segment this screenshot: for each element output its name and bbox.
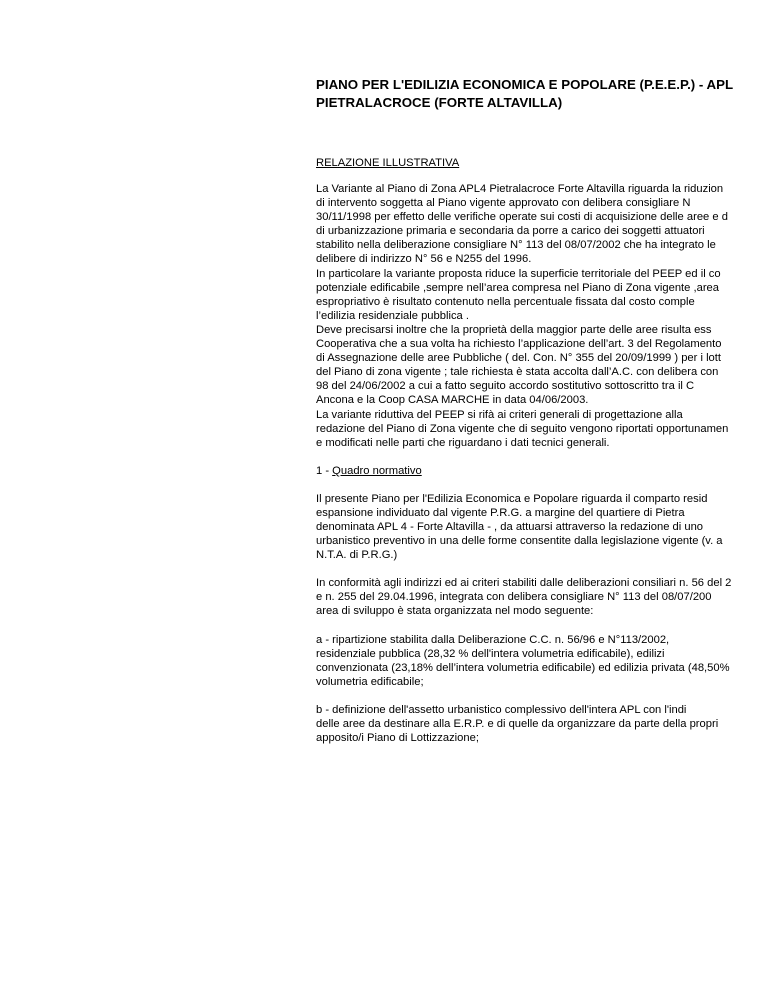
text-line: In particolare la variante proposta riduce la superficie territoriale del PEEP ed il co	[316, 267, 721, 280]
text-line: apposito/i Piano di Lottizzazione;	[316, 732, 479, 745]
paragraph-quadro	[316, 492, 768, 562]
text-line: e modificati nelle parti che riguardano i dati tecnici generali.	[316, 436, 610, 449]
text-line: b - definizione dell'assetto urbanistico complessivo dell'intera APL con l'indi	[316, 703, 687, 716]
text-line: Deve precisarsi inoltre che la proprietà della maggior parte delle aree risulta ess	[316, 323, 712, 336]
text-line: e n. 255 del 29.04.1996, integrata con delibera consigliare N° 113 del 08/07/200	[316, 591, 712, 604]
text-line: di urbanizzazione primaria e secondaria da porre a carico dei soggetti attuatori	[316, 225, 705, 238]
text-line: urbanistico preventivo in una delle forme consentite dalla legislazione vigente (v. a	[316, 535, 723, 548]
text-line: di intervento soggetta al Piano vigente approvato con delibera consigliare N	[316, 197, 691, 210]
text-line: del Piano di zona vigente ; tale richiesta è stata accolta dall’A.C. con delibera con	[316, 366, 719, 379]
text-line: Il presente Piano per l'Edilizia Economica e Popolare riguarda il comparto resid	[316, 492, 708, 505]
subsection-number: 1 -	[316, 464, 333, 477]
text-line: potenziale edificabile ,sempre nell’area compresa nel Piano di Zona vigente ,area	[316, 281, 719, 294]
text-line: La Variante al Piano di Zona APL4 Pietralacroce Forte Altavilla riguarda la riduzion	[316, 183, 724, 195]
text-line: N.T.A. di P.R.G.)	[316, 549, 398, 562]
text-line: stabilito nella deliberazione consigliare N° 113 del 08/07/2002 che ha integrato le	[316, 239, 716, 252]
text-line: l’edilizia residenziale pubblica .	[316, 309, 469, 322]
text-line: di Assegnazione delle aree Pubbliche ( del. Con. N° 355 del 20/09/1999 ) per i lott	[316, 352, 721, 365]
text-line: Cooperativa che a sua volta ha richiesto l’applicazione dell’art. 3 del Regolamento	[316, 338, 722, 351]
text-line: area di sviluppo è stata organizzata nel modo seguente:	[316, 605, 594, 618]
text-line: Ancona e la Coop CASA MARCHE in data 04/06/2003.	[316, 394, 589, 407]
text-line: convenzionata (23,18% dell’intera volumetria edificabile) ed edilizia privata (48,50%	[316, 661, 730, 674]
document-content	[316, 76, 768, 745]
list-item-b	[316, 703, 768, 745]
text-line: espansione individuato dal vigente P.R.G. a margine del quartiere di Pietra	[316, 506, 685, 519]
title-line: PIETRALACROCE (FORTE ALTAVILLA)	[316, 95, 563, 110]
text-line: delibere di indirizzo N° 56 e N255 del 1996.	[316, 253, 532, 266]
list-item-a	[316, 633, 768, 689]
subsection-title: Quadro normativo	[332, 464, 422, 477]
document-title	[316, 76, 768, 112]
text-line: La variante riduttiva del PEEP si rifà ai criteri generali di progettazione alla	[316, 408, 683, 421]
intro-paragraph	[316, 182, 768, 450]
text-line: 98 del 24/06/2002 a cui a fatto seguito accordo sostitutivo sottoscritto tra il C	[316, 380, 695, 393]
text-line: In conformità agli indirizzi ed ai criteri stabiliti dalle deliberazioni consiliari n. 56 del 2	[316, 577, 732, 590]
subsection-heading	[316, 464, 768, 478]
text-line: volumetria edificabile;	[316, 675, 424, 688]
section-heading: RELAZIONE ILLUSTRATIVA	[316, 157, 460, 169]
text-line: a - ripartizione stabilita dalla Deliberazione C.C. n. 56/96 e N°113/2002,	[316, 633, 670, 646]
paragraph-conformita	[316, 576, 768, 618]
text-line: delle aree da destinare alla E.R.P. e di quelle da organizzare da parte della propri	[316, 718, 719, 730]
text-line: 30/11/1998 per effetto delle verifiche operate sui costi di acquisizione delle aree e d	[316, 211, 728, 224]
text-line: espropriativo è risultato contenuto nella percentuale fissata dal costo comple	[316, 295, 695, 308]
title-line: PIANO PER L'EDILIZIA ECONOMICA E POPOLARE (P.E.E.P.) - APL	[316, 77, 734, 92]
text-line: redazione del Piano di Zona vigente che di seguito vengono riportati opportunamen	[316, 422, 729, 435]
text-line: residenziale pubblica (28,32 % dell'intera volumetria edificabile), edilizi	[316, 647, 665, 660]
text-line: denominata APL 4 - Forte Altavilla - , da attuarsi attraverso la redazione di uno	[316, 520, 704, 533]
